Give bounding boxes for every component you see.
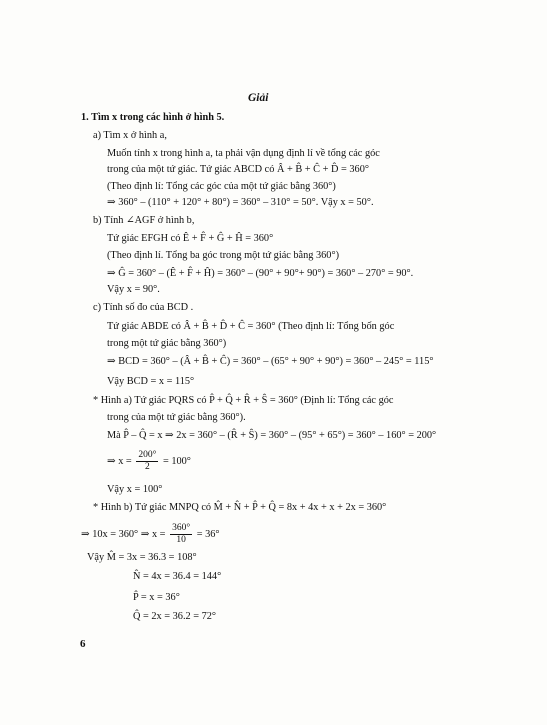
- text-line: (Theo định lí: Tổng các góc của một tứ giác bằng 360°): [107, 181, 336, 192]
- text-line: trong của một tứ giác. Tứ giác ABCD có Â + B̂ + Ĉ + D̂ = 360°: [107, 164, 369, 175]
- page-number: 6: [80, 638, 86, 650]
- question-heading: 1. Tìm x trong các hình ở hình 5.: [81, 112, 225, 123]
- part-c-heading: c) Tính số đo của BCD .: [93, 302, 194, 313]
- fraction-rhs: = 36°: [196, 528, 220, 540]
- fraction-line: [107, 450, 191, 473]
- text-line: Vậy x = 100°: [107, 484, 163, 495]
- text-line: Vậy x = 90°.: [107, 284, 160, 295]
- hinh-a-heading: * Hình a) Tứ giác PQRS có P̂ + Q̂ + R̂ + Ŝ = 360° (Định lí: Tổng các góc: [93, 395, 394, 406]
- part-a-heading: a) Tìm x ở hình a,: [93, 130, 167, 141]
- fraction: [136, 450, 158, 473]
- text-line: trong của một tứ giác bằng 360°).: [107, 412, 246, 423]
- text-line: Vậy BCD = x = 115°: [107, 376, 195, 387]
- text-line: trong một tứ giác bằng 360°): [107, 338, 227, 349]
- fraction-lhs: ⇒ x =: [107, 455, 132, 467]
- fraction-lhs: ⇒ 10x = 360° ⇒ x =: [81, 528, 166, 540]
- text-line: ⇒ Ĝ = 360° – (Ê + F̂ + Ĥ) = 360° – (90° + 90°+ 90°) = 360° – 270° = 90°.: [107, 268, 414, 279]
- text-line: Tứ giác EFGH có Ê + F̂ + Ĝ + Ĥ = 360°: [107, 233, 274, 244]
- result-line: P̂ = x = 36°: [133, 592, 180, 603]
- fraction-numerator: 200°: [138, 450, 157, 460]
- result-line: N̂ = 4x = 36.4 = 144°: [133, 571, 222, 582]
- fraction-denominator: 10: [176, 535, 186, 545]
- fraction-rhs: = 100°: [162, 455, 191, 467]
- text-line: Muốn tính x trong hình a, ta phải vận dụng định lí về tổng các góc: [107, 148, 380, 159]
- fraction: [170, 523, 192, 546]
- hinh-b-heading: * Hình b) Tứ giác MNPQ có M̂ + N̂ + P̂ + Q̂ = 8x + 4x + x + 2x = 360°: [93, 502, 387, 513]
- result-line: Q̂ = 2x = 36.2 = 72°: [133, 611, 217, 622]
- part-b-heading: b) Tính ∠AGF ở hình b,: [93, 215, 195, 226]
- solution-title: Giải: [248, 92, 269, 104]
- fraction-numerator: 360°: [172, 523, 191, 533]
- text-line: Mà P̂ – Q̂ = x ⇒ 2x = 360° – (R̂ + Ŝ) = 360° – (95° + 65°) = 360° – 160° = 200°: [107, 430, 437, 441]
- text-line: Tứ giác ABDE có Â + B̂ + D̂ + Ĉ = 360° (Theo định lí: Tổng bốn góc: [107, 321, 395, 332]
- text-line: ⇒ 360° – (110° + 120° + 80°) = 360° – 310° = 50°. Vậy x = 50°.: [107, 197, 374, 208]
- fraction-denominator: 2: [144, 462, 150, 472]
- text-line: ⇒ BCD = 360° – (Â + B̂ + Ĉ) = 360° – (65° + 90° + 90°) = 360° – 245° = 115°: [107, 356, 434, 367]
- text-line: (Theo định lí. Tổng ba góc trong một tứ giác bằng 360°): [107, 250, 339, 261]
- result-line: Vậy M̂ = 3x = 36.3 = 108°: [87, 552, 197, 563]
- fraction-line: [81, 523, 220, 546]
